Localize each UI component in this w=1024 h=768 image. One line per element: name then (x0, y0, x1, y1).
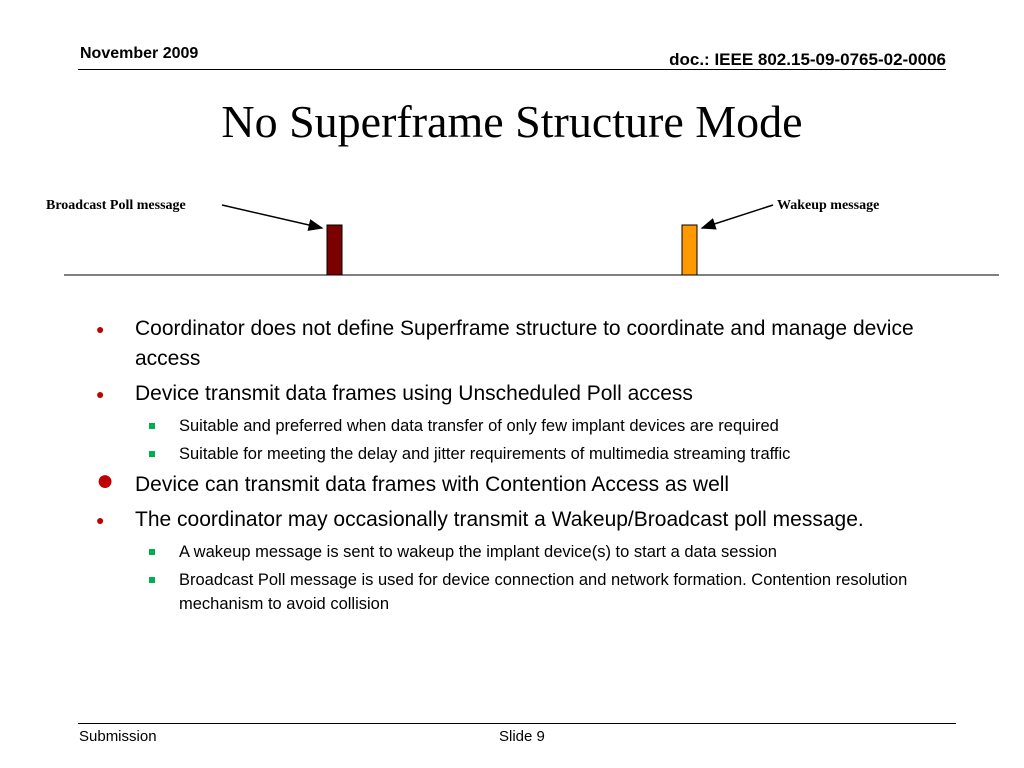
timeline-diagram (0, 185, 1024, 285)
bullet-dot-icon: ● (96, 321, 105, 337)
bullet-item (96, 464, 936, 500)
wakeup-label: Wakeup message (777, 198, 880, 213)
bullet-item (96, 379, 936, 409)
wakeup-arrow (702, 205, 773, 228)
sub-bullet-item (96, 442, 936, 466)
footer-divider (78, 723, 956, 724)
sub-bullet-text: Suitable for meeting the delay and jitter requirements of multimedia streaming traffic (179, 445, 791, 463)
header-divider (78, 69, 946, 70)
header-date: November 2009 (80, 45, 199, 62)
broadcast-poll-label: Broadcast Poll message (46, 198, 186, 213)
square-bullet-icon (149, 423, 155, 429)
sub-bullet-text: Broadcast Poll message is used for device connection and network formation. Contention resolution mechanism to avoid collision (179, 571, 908, 613)
bullet-item (96, 314, 936, 374)
square-bullet-icon (149, 577, 155, 583)
square-bullet-icon (149, 451, 155, 457)
bullet-dot-icon: ● (96, 512, 105, 528)
bullet-text: Device transmit data frames using Unscheduled Poll access (135, 382, 693, 405)
sub-bullet-item (96, 414, 936, 438)
header-doc-id: doc.: IEEE 802.15-09-0765-02-0006 (669, 50, 946, 69)
sub-bullet-item (96, 568, 936, 616)
slide-title: No Superframe Structure Mode (221, 96, 803, 147)
bullet-text: Device can transmit data frames with Contention Access as well (135, 473, 730, 496)
footer-submission: Submission (79, 728, 157, 745)
bullet-dot-icon: ● (96, 464, 115, 497)
bullet-item (96, 505, 936, 535)
sub-bullet-item (96, 540, 936, 564)
broadcast-poll-frame (327, 225, 342, 275)
bullet-list (96, 314, 936, 620)
broadcast-poll-arrow (222, 205, 322, 228)
bullet-dot-icon: ● (96, 386, 105, 402)
sub-bullet-text: A wakeup message is sent to wakeup the implant device(s) to start a data session (179, 543, 777, 561)
square-bullet-icon (149, 549, 155, 555)
sub-bullet-text: Suitable and preferred when data transfer of only few implant devices are required (179, 417, 779, 435)
wakeup-frame (682, 225, 697, 275)
footer-slide-number: Slide 9 (499, 728, 545, 745)
bullet-text: Coordinator does not define Superframe structure to coordinate and manage device access (135, 317, 914, 370)
bullet-text: The coordinator may occasionally transmit a Wakeup/Broadcast poll message. (135, 508, 864, 531)
